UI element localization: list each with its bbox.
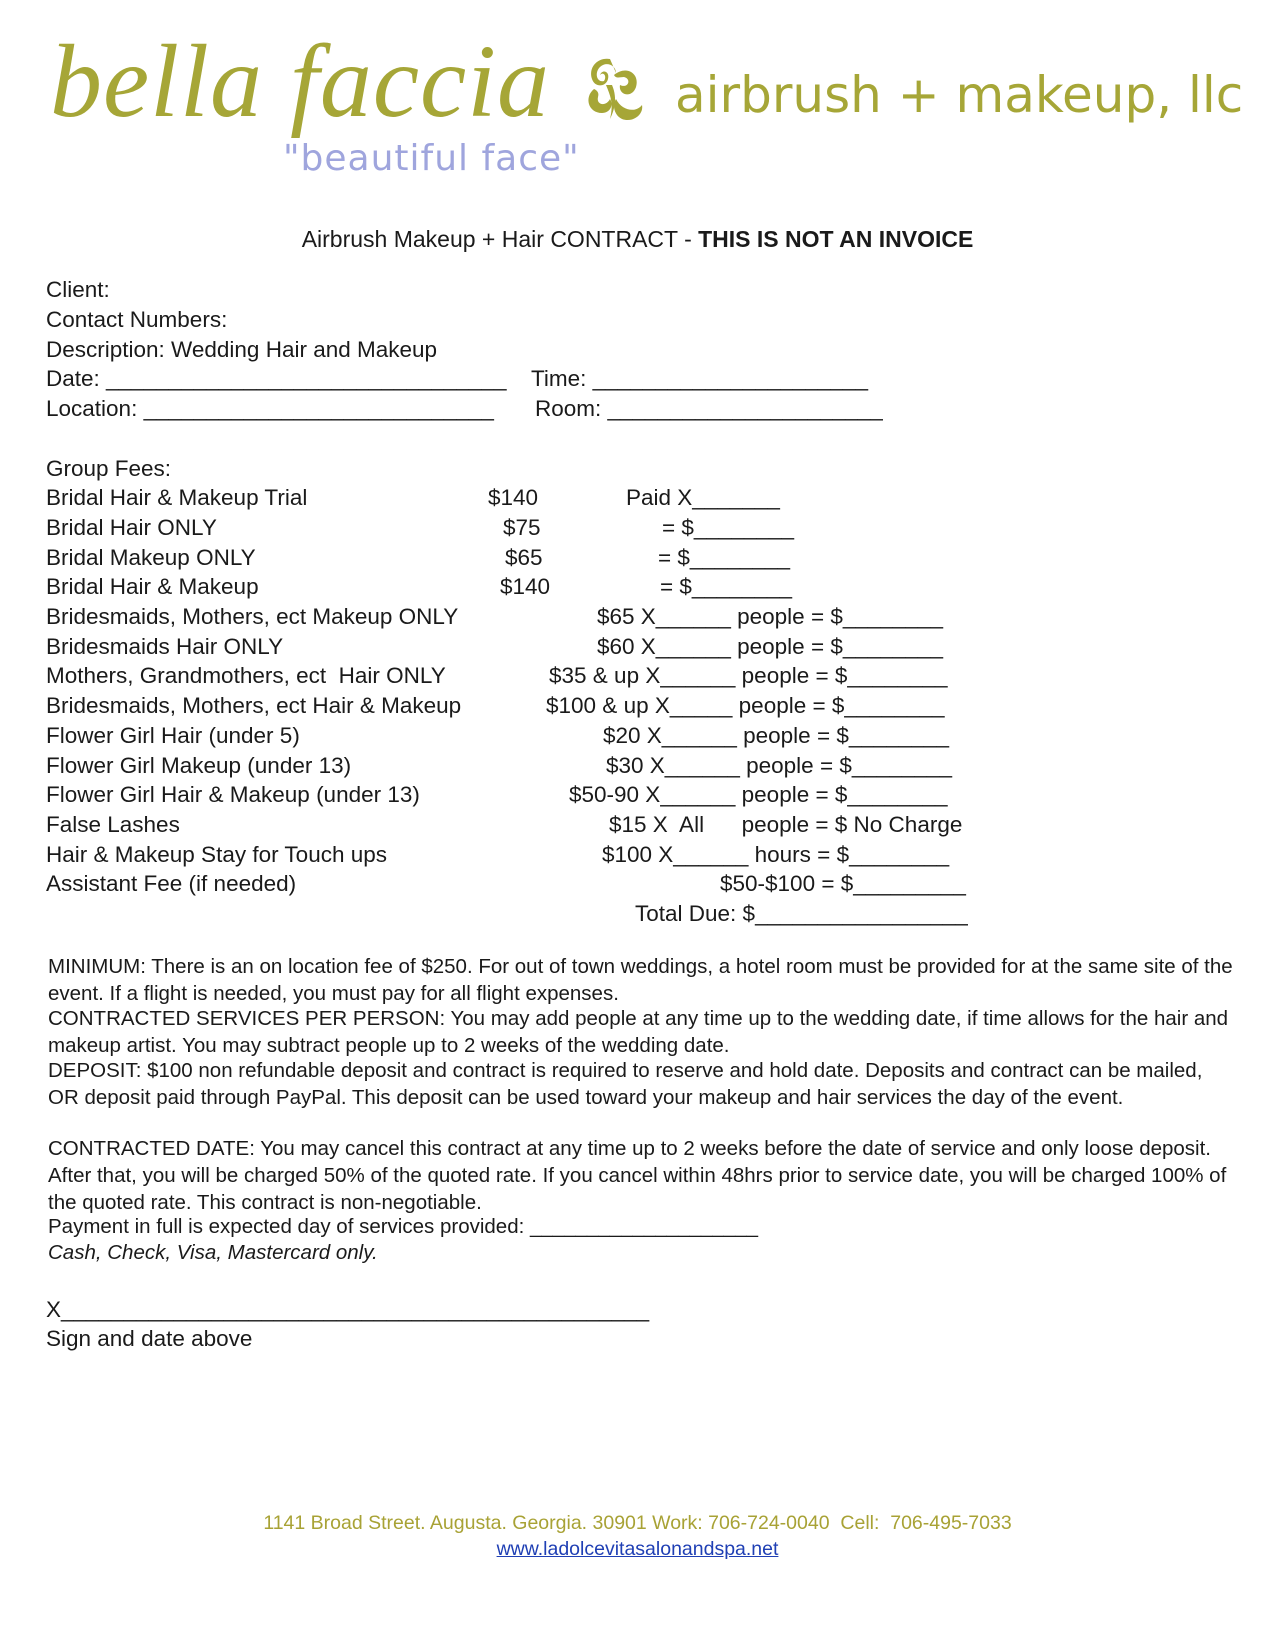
total-due: Total Due: $_________________ <box>635 901 968 926</box>
client-line: Client: <box>46 277 110 302</box>
time-field: Time: ______________________ <box>531 366 868 391</box>
fee-price: $140 <box>500 574 551 599</box>
brand-tagline: "beautiful face" <box>283 138 580 179</box>
fee-label: Bridal Hair & Makeup <box>46 574 259 599</box>
fee-calc: = $________ <box>660 574 793 599</box>
fee-label: Flower Girl Hair & Makeup (under 13) <box>46 782 420 807</box>
fee-calc: $100 X______ hours = $________ <box>602 842 950 867</box>
fee-label: Mothers, Grandmothers, ect Hair ONLY <box>46 663 446 688</box>
fee-label: Bridesmaids, Mothers, ect Makeup ONLY <box>46 604 459 629</box>
fee-calc: $20 X______ people = $________ <box>603 723 949 748</box>
deposit-terms: DEPOSIT: $100 non refundable deposit and contract is required to reserve and hold date. Deposits and contract can be mailed, OR deposit paid through PayPal. This deposit can be used toward your makeup and hair services the day of the event. <box>48 1059 1203 1109</box>
title-not-invoice: THIS IS NOT AN INVOICE <box>698 226 974 252</box>
fee-price: $140 <box>488 485 539 510</box>
fee-label: Bridesmaids Hair ONLY <box>46 634 284 659</box>
fee-label: Flower Girl Makeup (under 13) <box>46 753 352 778</box>
fee-calc: $30 X______ people = $________ <box>606 753 952 778</box>
payment-line: Payment in full is expected day of services provided: ____________________ <box>48 1215 759 1238</box>
title-main: Airbrush Makeup + Hair CONTRACT - <box>301 226 699 252</box>
group-fees-heading: Group Fees: <box>46 456 172 481</box>
date-field: Date: ________________________________ <box>46 366 507 391</box>
room-field: Room: ______________________ <box>535 396 883 421</box>
fee-label: Bridal Makeup ONLY <box>46 545 256 570</box>
contracted-services-terms: CONTRACTED SERVICES PER PERSON: You may add people at any time up to the wedding date, if time allows for the hair and makeup artist. You may subtract people up to 2 weeks of the wedding date. <box>48 1007 1229 1057</box>
location-field: Location: ____________________________ <box>46 396 494 421</box>
description-line: Description: Wedding Hair and Makeup <box>46 337 438 362</box>
flower-leaf-icon <box>580 55 648 125</box>
fee-label: False Lashes <box>46 812 180 837</box>
signature-label: Sign and date above <box>46 1326 253 1351</box>
payment-methods: Cash, Check, Visa, Mastercard only. <box>48 1241 378 1264</box>
fee-calc: $60 X______ people = $________ <box>597 634 943 659</box>
fee-calc: = $________ <box>658 545 791 570</box>
fee-label: Hair & Makeup Stay for Touch ups <box>46 842 388 867</box>
fee-label: Bridal Hair ONLY <box>46 515 217 540</box>
fee-calc: = $________ <box>662 515 795 540</box>
fee-calc: $50-$100 = $_________ <box>720 871 966 896</box>
footer-website <box>0 1538 1275 1561</box>
fee-price: $75 <box>503 515 541 540</box>
fee-calc: $100 & up X_____ people = $________ <box>546 693 945 718</box>
contract-title <box>0 226 1275 253</box>
fee-label: Assistant Fee (if needed) <box>46 871 297 896</box>
fee-label: Flower Girl Hair (under 5) <box>46 723 300 748</box>
contracted-date-terms: CONTRACTED DATE: You may cancel this contract at any time up to 2 weeks before the date of service and only loose deposit. After that, you will be charged 50% of the quoted rate. If you cancel within 48hrs prior to service date, you will be charged 100% of the quoted rate. This contract is non-negotiable. <box>48 1137 1227 1214</box>
fee-calc: $65 X______ people = $________ <box>597 604 943 629</box>
fee-calc: Paid X_______ <box>626 485 780 510</box>
fee-label: Bridal Hair & Makeup Trial <box>46 485 308 510</box>
contact-numbers-line: Contact Numbers: <box>46 307 228 332</box>
fee-calc: $35 & up X______ people = $________ <box>549 663 948 688</box>
signature-line: X_______________________________________________ <box>46 1297 650 1322</box>
fee-price: $65 <box>505 545 543 570</box>
website-link[interactable]: www.ladolcevitasalonandspa.net <box>496 1538 779 1560</box>
company-name: airbrush + makeup, llc <box>675 66 1244 124</box>
brand-logo-script: bella faccia <box>50 24 551 139</box>
minimum-terms: MINIMUM: There is an on location fee of $250. For out of town weddings, a hotel room must be provided for at the same site of the event. If a flight is needed, you must pay for all flight expenses. <box>48 955 1233 1005</box>
fee-calc: $50-90 X______ people = $________ <box>569 782 948 807</box>
footer-address: 1141 Broad Street. Augusta. Georgia. 30901 Work: 706-724-0040 Cell: 706-495-7033 <box>263 1512 1012 1534</box>
fee-label: Bridesmaids, Mothers, ect Hair & Makeup <box>46 693 462 718</box>
fee-calc: $15 X All people = $ No Charge <box>609 812 963 837</box>
